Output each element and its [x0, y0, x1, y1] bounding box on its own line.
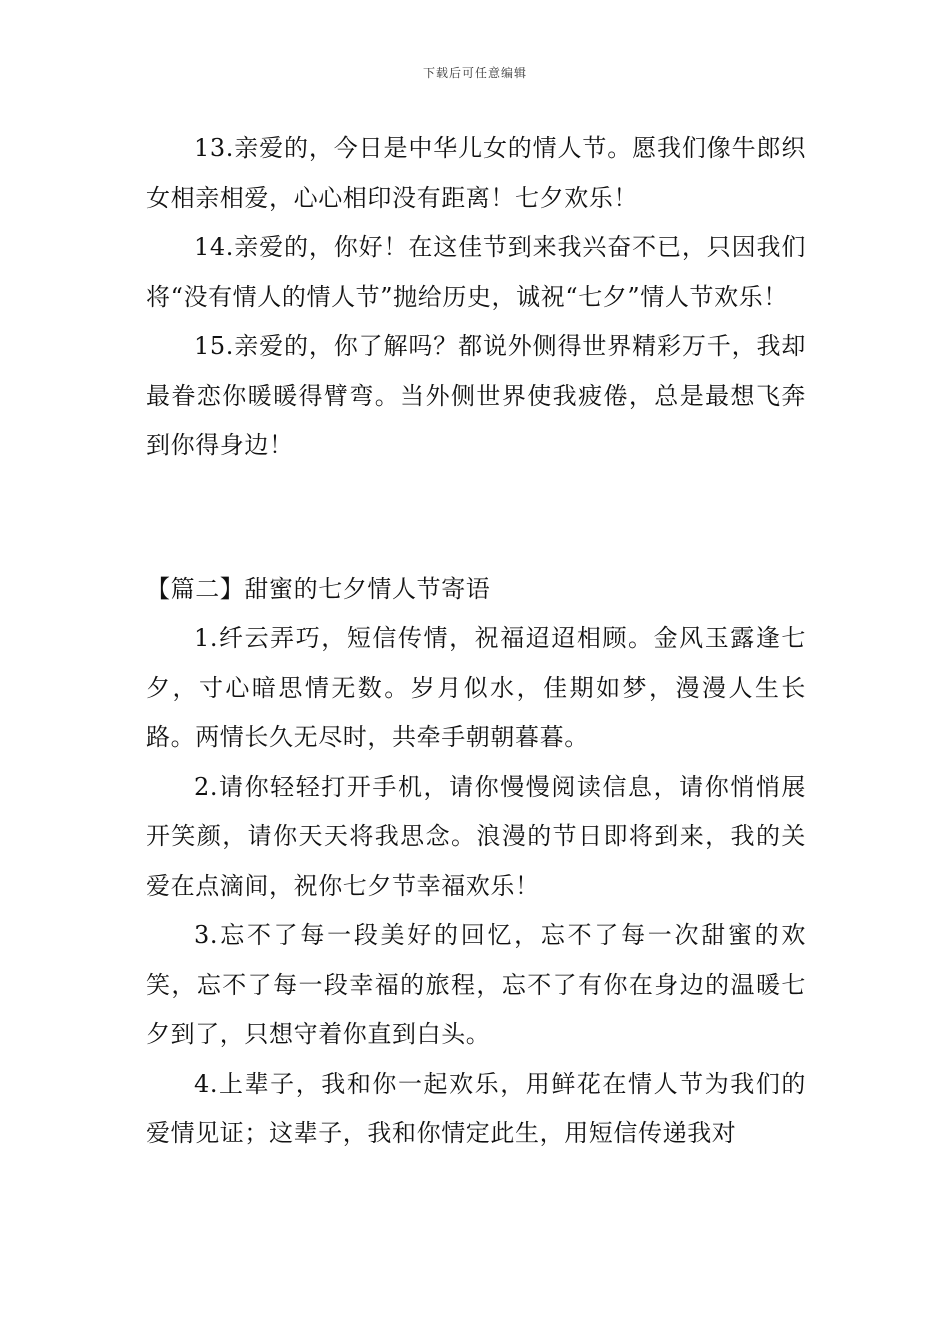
paragraph-14: 14.亲爱的，你好！在这佳节到来我兴奋不已，只因我们将“没有情人的情人节”抛给历史，诚祝“七夕”情人节欢乐！ [146, 233, 806, 311]
paragraph-13: 13.亲爱的，今日是中华儿女的情人节。愿我们像牛郎织女相亲相爱，心心相印没有距离！七夕欢乐！ [146, 134, 806, 212]
paragraph-15: 15.亲爱的，你了解吗？都说外侧得世界精彩万千，我却最眷恋你暖暖得臂弯。当外侧世界使我疲倦，总是最想飞奔到你得身边！ [146, 332, 806, 459]
document-body [146, 124, 806, 1159]
page-header: 下载后可任意编辑 [422, 66, 527, 80]
paragraph-1: 1.纤云弄巧，短信传情，祝福迢迢相顾。金风玉露逢七夕，寸心暗思情无数。岁月似水，佳期如梦，漫漫人生长路。两情长久无尽时，共牵手朝朝暮暮。 [146, 624, 806, 751]
paragraph-2: 2.请你轻轻打开手机，请你慢慢阅读信息，请你悄悄展开笑颜，请你天天将我思念。浪漫的节日即将到来，我的关爱在点滴间，祝你七夕节幸福欢乐！ [146, 772, 806, 900]
paragraph-3: 3.忘不了每一段美好的回忆，忘不了每一次甜蜜的欢笑，忘不了每一段幸福的旅程，忘不了有你在身边的温暖七夕到了，只想守着你直到白头。 [146, 921, 806, 1048]
paragraph-4: 4.上辈子，我和你一起欢乐，用鲜花在情人节为我们的爱情见证；这辈子，我和你情定此生，用短信传递我对 [146, 1069, 806, 1147]
section-title: 【篇二】甜蜜的七夕情人节寄语 [146, 574, 491, 603]
